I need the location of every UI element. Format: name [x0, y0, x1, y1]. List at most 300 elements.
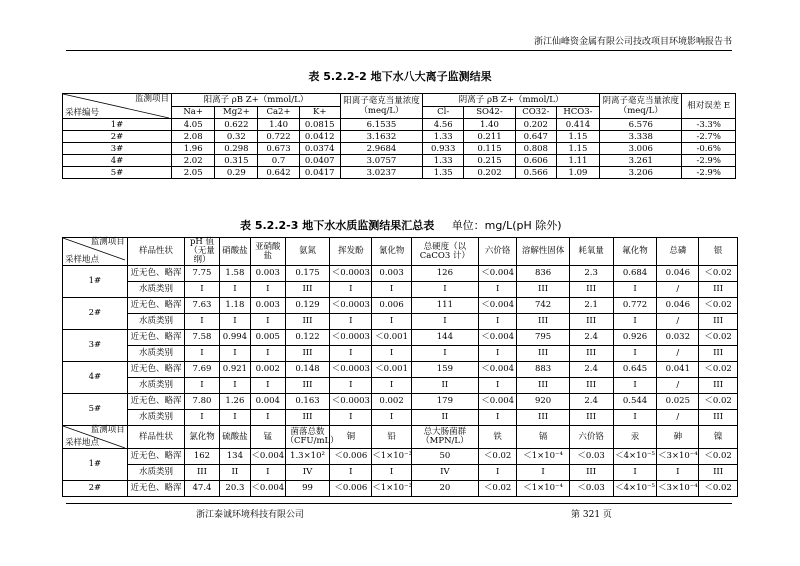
- site-id: 5#: [63, 394, 128, 426]
- class-cell: I: [251, 314, 285, 330]
- data-cell: ＜0.004: [478, 362, 517, 378]
- ion-cell: 1.11: [556, 155, 599, 167]
- class-cell: I: [330, 346, 372, 362]
- class-cell: I: [372, 314, 412, 330]
- cation-header: K+: [299, 106, 340, 119]
- class-cell: III: [569, 378, 613, 394]
- anion-header: Cl-: [423, 106, 464, 119]
- class-cell: III: [285, 346, 330, 362]
- class-cell: III: [285, 378, 330, 394]
- data-cell: 126: [411, 266, 478, 282]
- cation-group-header: 阳离子 ρB Z+（mmol/L）: [172, 94, 341, 107]
- ion-cell: 1.35: [423, 167, 464, 179]
- data-cell: 7.75: [185, 266, 219, 282]
- class-cell: I: [613, 410, 657, 426]
- footer-company: 浙江泰诚环境科技有限公司: [196, 510, 305, 520]
- data-cell: 近无色、略浑: [127, 362, 184, 378]
- table-header-row: [63, 238, 738, 266]
- class-cell: I: [251, 282, 285, 298]
- class-cell: I: [219, 282, 250, 298]
- data-cell: 0.994: [219, 330, 250, 346]
- class-cell: I: [219, 314, 250, 330]
- data-cell: 0.025: [657, 394, 699, 410]
- page-footer: [66, 503, 732, 520]
- data-cell: 20: [411, 481, 478, 497]
- class-cell: I: [411, 314, 478, 330]
- ion-cell: 1.33: [423, 131, 464, 143]
- ion-cell: 4.05: [172, 119, 215, 131]
- class-cell: I: [372, 378, 412, 394]
- class-cell: 水质类别: [127, 410, 184, 426]
- corner-bottom-label: 采样地点: [65, 255, 100, 265]
- table-row: [63, 394, 738, 410]
- class-cell: I: [613, 282, 657, 298]
- sample-id: 2#: [63, 131, 172, 143]
- class-cell: I: [185, 282, 219, 298]
- table2-caption-title: 表 5.2.2-3 地下水水质监测结果汇总表: [240, 219, 435, 232]
- class-cell: I: [185, 346, 219, 362]
- ion-cell: 3.206: [600, 167, 682, 179]
- ion-cell: 0.202: [464, 167, 515, 179]
- class-cell: /: [657, 282, 699, 298]
- data-cell: 0.003: [251, 298, 285, 314]
- site-id: 1#: [63, 266, 128, 298]
- class-cell: III: [699, 465, 738, 481]
- ion-cell: 3.338: [600, 131, 682, 143]
- ion-cell: 1.15: [556, 143, 599, 155]
- table2-caption-unit: 单位：mg/L(pH 除外): [451, 219, 562, 232]
- ion-cell: 3.0757: [340, 155, 422, 167]
- column-header: 总磷: [657, 238, 699, 266]
- cation-header: Mg2+: [215, 106, 258, 119]
- cation-eq-header: 阳离子毫克当量浓度（meq/L）: [340, 94, 422, 119]
- ion-cell: 0.933: [423, 143, 464, 155]
- column-header: 亚硝酸盐: [251, 238, 285, 266]
- data-cell: ＜0.004: [251, 481, 285, 497]
- ion-cell: 3.0237: [340, 167, 422, 179]
- class-cell: I: [517, 465, 569, 481]
- data-cell: ＜0.02: [478, 449, 517, 465]
- data-cell: 162: [185, 449, 219, 465]
- class-cell: 水质类别: [127, 378, 184, 394]
- class-cell: IV: [411, 465, 478, 481]
- ion-cell: 0.215: [464, 155, 515, 167]
- table2-corner: [63, 238, 128, 266]
- class-cell: I: [372, 282, 412, 298]
- footer-page: 第 321 页: [571, 510, 612, 520]
- ion-cell: 3.1632: [340, 131, 422, 143]
- data-cell: 0.003: [251, 266, 285, 282]
- sample-id: 4#: [63, 155, 172, 167]
- class-cell: III: [285, 314, 330, 330]
- data-cell: 0.003: [372, 266, 412, 282]
- data-cell: ＜0.03: [569, 481, 613, 497]
- class-cell: I: [219, 346, 250, 362]
- table-row: [63, 266, 738, 282]
- corner-bottom-label: 采样编号: [65, 108, 100, 118]
- class-cell: I: [330, 314, 372, 330]
- class-row: [63, 314, 738, 330]
- column-header: 硝酸盐: [219, 238, 250, 266]
- class-row: [63, 410, 738, 426]
- class-row: [63, 346, 738, 362]
- anion-eq-header: 阴离子毫克当量浓度（meq/L）: [600, 94, 682, 119]
- class-cell: I: [478, 465, 517, 481]
- data-cell: 0.544: [613, 394, 657, 410]
- ion-cell: 0.647: [515, 131, 556, 143]
- column-header: 六价铬: [478, 238, 517, 266]
- data-cell: 近无色、略浑: [127, 298, 184, 314]
- ion-cell: 2.05: [172, 167, 215, 179]
- ion-cell: 0.202: [515, 119, 556, 131]
- table-row: [63, 155, 736, 167]
- data-cell: ＜0.0003: [330, 298, 372, 314]
- class-row: [63, 378, 738, 394]
- table-row: [63, 131, 736, 143]
- class-cell: I: [478, 346, 517, 362]
- anion-group-header: 阴离子 ρB Z+（mmol/L）: [423, 94, 600, 107]
- data-cell: 99: [285, 481, 330, 497]
- column-header: 锰: [251, 426, 285, 449]
- ion-cell: 0.0412: [299, 131, 340, 143]
- class-cell: I: [251, 410, 285, 426]
- data-cell: ＜0.02: [699, 481, 738, 497]
- column-header: 氯化物: [185, 426, 219, 449]
- corner-top-label: 监测项目: [90, 425, 125, 435]
- data-cell: 1.18: [219, 298, 250, 314]
- data-cell: 0.122: [285, 330, 330, 346]
- class-cell: III: [699, 346, 738, 362]
- class-cell: I: [330, 410, 372, 426]
- class-cell: I: [478, 282, 517, 298]
- class-cell: III: [185, 465, 219, 481]
- site-id: 4#: [63, 362, 128, 394]
- corner-top-label: 监测项目: [135, 94, 170, 104]
- ion-cell: 0.29: [215, 167, 258, 179]
- data-cell: ＜4×10⁻⁵: [613, 449, 657, 465]
- ion-cell: 1.40: [464, 119, 515, 131]
- data-cell: 0.046: [657, 266, 699, 282]
- table-row: [63, 167, 736, 179]
- site-id: 1#: [63, 449, 128, 481]
- class-cell: I: [372, 346, 412, 362]
- ion-cell: 0.7: [258, 155, 299, 167]
- class-cell: I: [613, 314, 657, 330]
- data-cell: 2.3: [569, 266, 613, 282]
- site-id: 2#: [63, 298, 128, 330]
- class-cell: I: [219, 378, 250, 394]
- ion-cell: 0.32: [215, 131, 258, 143]
- data-cell: 134: [219, 449, 250, 465]
- class-cell: /: [657, 314, 699, 330]
- column-header: 氨氮: [285, 238, 330, 266]
- ion-cell: 0.115: [464, 143, 515, 155]
- ion-cell: 4.56: [423, 119, 464, 131]
- ion-cell: 6.576: [600, 119, 682, 131]
- data-cell: 159: [411, 362, 478, 378]
- ion-cell: 0.566: [515, 167, 556, 179]
- ion-cell: -2.7%: [682, 131, 736, 143]
- anion-header: SO42-: [464, 106, 515, 119]
- column-header: 汞: [613, 426, 657, 449]
- class-cell: III: [517, 314, 569, 330]
- class-cell: III: [517, 282, 569, 298]
- column-header: 样品性状: [127, 426, 184, 449]
- table-row: [63, 481, 738, 497]
- ion-cell: 2.08: [172, 131, 215, 143]
- data-cell: ＜0.02: [699, 266, 738, 282]
- class-cell: III: [699, 314, 738, 330]
- data-cell: ＜1×10⁻⁴: [517, 449, 569, 465]
- data-cell: ＜0.001: [372, 330, 412, 346]
- class-cell: 水质类别: [127, 314, 184, 330]
- class-cell: /: [657, 410, 699, 426]
- column-header: 样品性状: [127, 238, 184, 266]
- table-row: [63, 330, 738, 346]
- ion-cell: 3.006: [600, 143, 682, 155]
- ion-cell: 0.722: [258, 131, 299, 143]
- data-cell: ＜1×10⁻⁴: [517, 481, 569, 497]
- data-cell: 0.921: [219, 362, 250, 378]
- class-cell: I: [657, 465, 699, 481]
- site-id: 2#: [63, 481, 128, 497]
- data-cell: ＜1×10⁻³: [372, 481, 412, 497]
- report-title: 浙江仙峰资金属有限公司技改项目环境影响报告书: [533, 37, 732, 47]
- data-cell: 47.4: [185, 481, 219, 497]
- ion-cell: 6.1535: [340, 119, 422, 131]
- data-cell: ＜0.02: [699, 298, 738, 314]
- data-cell: 近无色、略浑: [127, 481, 184, 497]
- ion-cell: -2.9%: [682, 155, 736, 167]
- ion-cell: 0.414: [556, 119, 599, 131]
- class-cell: II: [411, 378, 478, 394]
- data-cell: ＜0.004: [478, 298, 517, 314]
- class-cell: I: [478, 378, 517, 394]
- anion-header: HCO3-: [556, 106, 599, 119]
- data-cell: 0.129: [285, 298, 330, 314]
- data-cell: 2.4: [569, 362, 613, 378]
- class-cell: I: [372, 410, 412, 426]
- class-cell: III: [569, 410, 613, 426]
- data-cell: 0.002: [251, 362, 285, 378]
- data-cell: 近无色、略浑: [127, 330, 184, 346]
- class-cell: III: [569, 346, 613, 362]
- class-cell: III: [285, 282, 330, 298]
- class-cell: I: [478, 410, 517, 426]
- ion-cell: 1.33: [423, 155, 464, 167]
- class-cell: III: [517, 346, 569, 362]
- data-cell: 0.175: [285, 266, 330, 282]
- class-cell: III: [699, 282, 738, 298]
- data-cell: 7.58: [185, 330, 219, 346]
- ion-cell: 0.0417: [299, 167, 340, 179]
- class-cell: /: [657, 378, 699, 394]
- class-cell: 水质类别: [127, 346, 184, 362]
- data-cell: 50: [411, 449, 478, 465]
- sample-id: 3#: [63, 143, 172, 155]
- ion-cell: -3.3%: [682, 119, 736, 131]
- data-cell: 0.163: [285, 394, 330, 410]
- water-quality-table: [62, 237, 738, 497]
- data-cell: 0.046: [657, 298, 699, 314]
- data-cell: 111: [411, 298, 478, 314]
- table2-corner: [63, 426, 128, 449]
- ion-cell: 0.315: [215, 155, 258, 167]
- class-cell: I: [411, 282, 478, 298]
- table-row: [63, 119, 736, 131]
- data-cell: ＜0.0003: [330, 362, 372, 378]
- class-row: [63, 282, 738, 298]
- data-cell: ＜0.02: [699, 362, 738, 378]
- table1-caption: 表 5.2.2-2 地下水八大离子监测结果: [308, 70, 492, 83]
- ion-cell: 0.0815: [299, 119, 340, 131]
- column-header: 氰化物: [372, 238, 412, 266]
- data-cell: ＜4×10⁻⁵: [613, 481, 657, 497]
- data-cell: 0.645: [613, 362, 657, 378]
- class-cell: I: [330, 282, 372, 298]
- corner-top-label: 监测项目: [90, 237, 125, 247]
- ion-cell: 0.808: [515, 143, 556, 155]
- ion-cell: 0.673: [258, 143, 299, 155]
- class-cell: I: [330, 378, 372, 394]
- class-cell: I: [411, 346, 478, 362]
- data-cell: 7.63: [185, 298, 219, 314]
- data-cell: ＜0.0003: [330, 266, 372, 282]
- class-cell: I: [251, 465, 285, 481]
- data-cell: ＜0.02: [478, 481, 517, 497]
- cation-header: Ca2+: [258, 106, 299, 119]
- class-cell: I: [613, 465, 657, 481]
- class-cell: III: [517, 378, 569, 394]
- table-row: [63, 449, 738, 465]
- ion-cell: 2.02: [172, 155, 215, 167]
- ion-table: [62, 93, 736, 179]
- ion-cell: 0.642: [258, 167, 299, 179]
- data-cell: ＜0.004: [478, 266, 517, 282]
- data-cell: 179: [411, 394, 478, 410]
- page-header: [66, 34, 732, 51]
- data-cell: 1.3×10²: [285, 449, 330, 465]
- anion-header: CO32-: [515, 106, 556, 119]
- data-cell: 0.041: [657, 362, 699, 378]
- data-cell: 0.002: [372, 394, 412, 410]
- data-cell: 1.26: [219, 394, 250, 410]
- table-row: [63, 362, 738, 378]
- sample-id: 1#: [63, 119, 172, 131]
- table-row: [63, 298, 738, 314]
- corner-bottom-label: 采样地点: [65, 438, 100, 448]
- data-cell: ＜0.03: [569, 449, 613, 465]
- data-cell: 920: [517, 394, 569, 410]
- data-cell: ＜1×10⁻³: [372, 449, 412, 465]
- data-cell: ＜0.004: [251, 449, 285, 465]
- class-cell: I: [185, 410, 219, 426]
- data-cell: ＜0.001: [372, 362, 412, 378]
- sample-id: 5#: [63, 167, 172, 179]
- class-row: [63, 465, 738, 481]
- class-cell: /: [657, 346, 699, 362]
- column-header: 耗氧量: [569, 238, 613, 266]
- data-cell: 0.006: [372, 298, 412, 314]
- data-cell: ＜3×10⁻⁴: [657, 481, 699, 497]
- column-header: 硫酸盐: [219, 426, 250, 449]
- class-cell: I: [478, 314, 517, 330]
- class-cell: I: [185, 378, 219, 394]
- class-cell: II: [219, 465, 250, 481]
- data-cell: 近无色、略浑: [127, 394, 184, 410]
- data-cell: 0.032: [657, 330, 699, 346]
- class-cell: I: [251, 378, 285, 394]
- data-cell: 1.58: [219, 266, 250, 282]
- data-cell: ＜0.006: [330, 449, 372, 465]
- column-header: pH 值（无量纲）: [185, 238, 219, 266]
- class-cell: 水质类别: [127, 282, 184, 298]
- column-header: 铅: [372, 426, 412, 449]
- class-cell: 水质类别: [127, 465, 184, 481]
- column-header: 总大肠菌群（MPN/L）: [411, 426, 478, 449]
- class-cell: III: [569, 282, 613, 298]
- ion-cell: 2.9684: [340, 143, 422, 155]
- data-cell: 近无色、略浑: [127, 449, 184, 465]
- class-cell: I: [372, 465, 412, 481]
- data-cell: ＜0.006: [330, 481, 372, 497]
- class-cell: I: [613, 378, 657, 394]
- class-cell: III: [285, 410, 330, 426]
- data-cell: ＜0.004: [478, 394, 517, 410]
- ion-cell: 1.09: [556, 167, 599, 179]
- ion-cell: 1.40: [258, 119, 299, 131]
- data-cell: ＜0.004: [478, 330, 517, 346]
- column-header: 六价铬: [569, 426, 613, 449]
- class-cell: I: [185, 314, 219, 330]
- class-cell: III: [699, 410, 738, 426]
- class-cell: II: [411, 410, 478, 426]
- data-cell: 2.4: [569, 394, 613, 410]
- cation-header: Na+: [172, 106, 215, 119]
- data-cell: ＜0.02: [699, 330, 738, 346]
- data-cell: 0.772: [613, 298, 657, 314]
- class-cell: I: [613, 346, 657, 362]
- ion-cell: 0.298: [215, 143, 258, 155]
- column-header: 砷: [657, 426, 699, 449]
- data-cell: 0.005: [251, 330, 285, 346]
- data-cell: 795: [517, 330, 569, 346]
- data-cell: 883: [517, 362, 569, 378]
- data-cell: ＜0.02: [699, 449, 738, 465]
- data-cell: 7.80: [185, 394, 219, 410]
- column-header: 挥发酚: [330, 238, 372, 266]
- data-cell: ＜0.0003: [330, 394, 372, 410]
- column-header: 镉: [517, 426, 569, 449]
- ion-cell: 0.211: [464, 131, 515, 143]
- ion-cell: -2.9%: [682, 167, 736, 179]
- ion-cell: -0.6%: [682, 143, 736, 155]
- data-cell: 144: [411, 330, 478, 346]
- ion-cell: 0.622: [215, 119, 258, 131]
- data-cell: ＜0.02: [699, 394, 738, 410]
- column-header: 总硬度（以CaCO3 计）: [411, 238, 478, 266]
- class-cell: I: [219, 410, 250, 426]
- class-cell: III: [517, 410, 569, 426]
- data-cell: 2.1: [569, 298, 613, 314]
- class-cell: III: [699, 378, 738, 394]
- class-cell: I: [251, 346, 285, 362]
- data-cell: 20.3: [219, 481, 250, 497]
- column-header: 溶解性固体: [517, 238, 569, 266]
- data-cell: ＜3×10⁻⁴: [657, 449, 699, 465]
- column-header: 铜: [330, 426, 372, 449]
- data-cell: 0.004: [251, 394, 285, 410]
